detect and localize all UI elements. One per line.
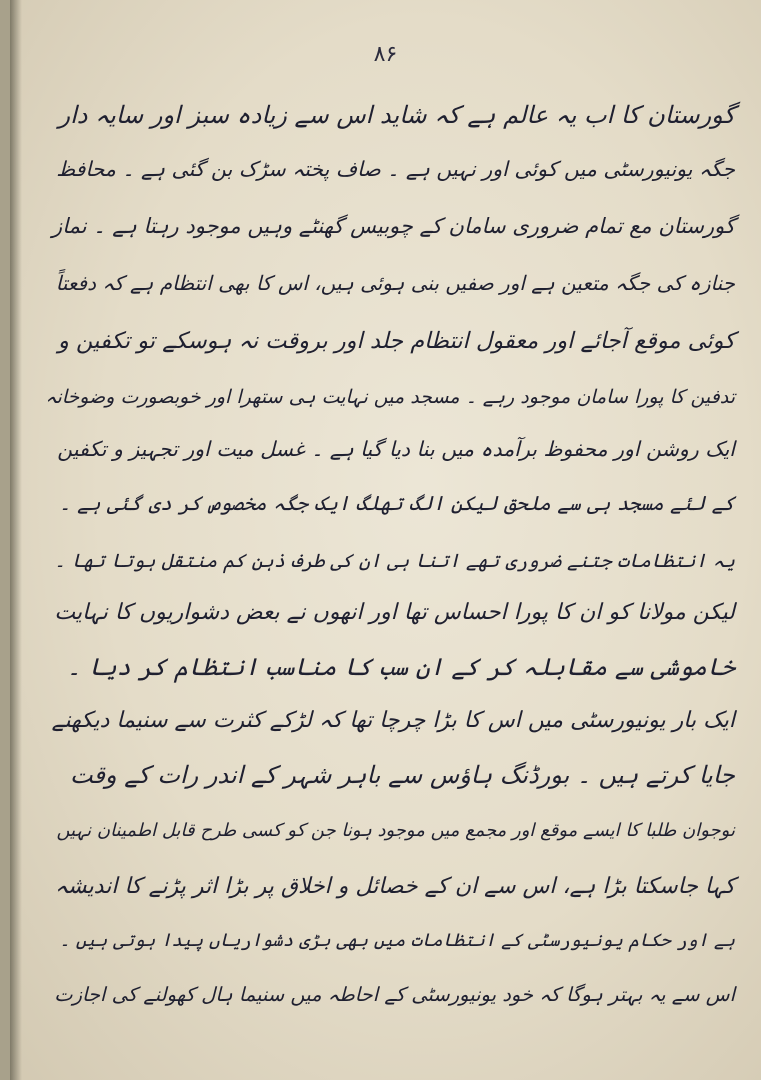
text-line: اس سے یہ بہتر ہوگا کہ خود یونیورسٹی کے احاطہ میں سنیما ہال کھولنے کی اجازت [54, 983, 735, 1006]
text-line: جگہ یونیورسٹی میں کوئی اور نہیں ہے ۔ صاف پختہ سڑک بن گئی ہے ۔ محافظ [56, 157, 735, 181]
text-line: لیکن مولانا کو ان کا پورا احساس تھا اور انھوں نے بعض دشواریوں کا نہایت [54, 600, 735, 625]
text-line: گورستان مع تمام ضروری سامان کے چوبیس گھنٹے وہیں موجود رہتا ہے ۔ نماز [52, 214, 735, 238]
text-line: جنازہ کی جگہ متعین ہے اور صفیں بنی ہوئی ہیں، اس کا بھی انتظام ہے کہ دفعتاً [55, 271, 735, 295]
text-line: ہے اور حکام یونیورسٹی کے انتظامات میں بھی بڑی دشواریاں پیدا ہوتی ہیں ۔ [59, 930, 735, 951]
text-line: ایک بار یونیورسٹی میں اس کا بڑا چرچا تھا کہ لڑکے کثرت سے سنیما دیکھنے [51, 708, 735, 733]
text-line: جایا کرتے ہیں ۔ بورڈنگ ہاؤس سے باہر شہر کے اندر رات کے وقت [69, 761, 735, 789]
text-line: کوئی موقع آجائے اور معقول انتظام جلد اور بروقت نہ ہوسکے تو تکفین و [58, 328, 735, 354]
text-line: یہ انتظامات جتنے ضروری تھے اتنا ہی ان کی طرف ذہن کم منتقل ہوتا تھا ۔ [54, 550, 735, 572]
page-number: ۸۶ [373, 42, 398, 67]
text-line: ایک روشن اور محفوظ برآمدہ میں بنا دیا گیا ہے ۔ غسل میت اور تجہیز و تکفین [57, 437, 735, 461]
text-line: گورستان کا اب یہ عالم ہے کہ شاید اس سے زیادہ سبز اور سایہ دار [58, 101, 735, 129]
text-line: تدفین کا پورا سامان موجود رہے ۔ مسجد میں نہایت ہی ستھرا اور خوبصورت وضوخانہ [45, 386, 735, 408]
text-line: کہا جاسکتا بڑا ہے، اس سے ان کے خصائل و اخلاق پر بڑا اثر پڑنے کا اندیشہ [55, 874, 735, 899]
text-line: خاموشی سے مقابلہ کر کے ان سب کا مناسب انتظام کر دیا ۔ [66, 653, 735, 681]
text-line: نوجوان طلبا کا ایسے موقع اور مجمع میں موجود ہونا جن کو کسی طرح قابل اطمینان نہیں [56, 820, 735, 841]
page-edge-shadow [10, 0, 22, 1080]
text-line: کے لئے مسجد ہی سے ملحق لیکن الگ تھلگ ایک جگہ مخصوص کر دی گئی ہے ۔ [59, 491, 735, 515]
